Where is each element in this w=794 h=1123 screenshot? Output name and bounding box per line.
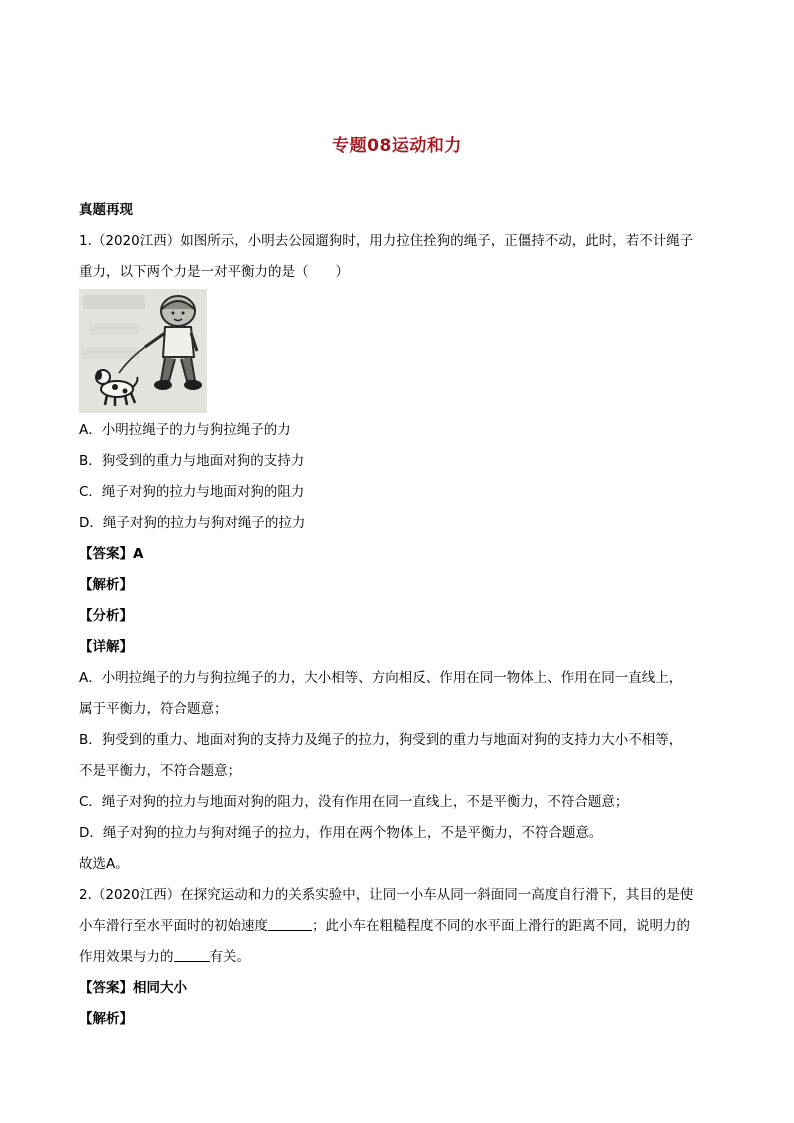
section-heading: 真题再现 — [79, 202, 133, 218]
answer-blank-1 — [268, 916, 312, 931]
answer-blank-2 — [174, 947, 210, 962]
q1-conclusion: 故选A。 — [79, 856, 129, 872]
q2-stem-line-2 — [79, 916, 711, 947]
boy-walking-dog-illustration — [79, 289, 207, 413]
q1-option-c: C．绳子对狗的拉力与地面对狗的阻力 — [79, 484, 305, 500]
q1-fenxi-heading: 【分析】 — [79, 608, 133, 624]
q2-line-2-after: ；此小车在粗糙程度不同的水平面上滑行的距离不同，说明力的 — [312, 918, 690, 934]
q2-line-2-before: 小车滑行至水平面时的初始速度 — [79, 918, 268, 934]
q1-detail-a-line-1: A．小明拉绳子的力与狗拉绳子的力，大小相等、方向相反、作用在同一物体上、作用在同一直线上， — [79, 670, 683, 686]
q2-line-3-after: 有关。 — [209, 949, 250, 965]
q2-stem-line-1: 2.（2020江西）在探究运动和力的关系实验中，让同一小车从同一斜面同一高度自行滑下，其目的是使 — [79, 887, 694, 903]
q2-stem-line-3 — [79, 947, 711, 978]
page-title: 专题08运动和力 — [332, 136, 462, 156]
q1-detail-c: C．绳子对狗的拉力与地面对狗的阻力，没有作用在同一直线上，不是平衡力，不符合题意； — [79, 794, 629, 810]
q1-stem-line-1: 1.（2020江西）如图所示，小明去公园遛狗时，用力拉住拴狗的绳子，正僵持不动，此时，若不计绳子 — [79, 233, 694, 249]
q1-option-a: A．小明拉绳子的力与狗拉绳子的力 — [79, 422, 291, 438]
q1-option-d: D．绳子对狗的拉力与狗对绳子的拉力 — [79, 515, 306, 531]
boy-walking-dog-figure — [79, 289, 207, 413]
q1-option-b: B．狗受到的重力与地面对狗的支持力 — [79, 453, 305, 469]
q1-analysis-heading: 【解析】 — [79, 577, 133, 593]
q2-answer: 【答案】相同大小 — [79, 980, 187, 996]
q1-detail-d: D．绳子对狗的拉力与狗对绳子的拉力，作用在两个物体上，不是平衡力，不符合题意。 — [79, 825, 603, 841]
q2-line-3-before: 作用效果与力的 — [79, 949, 174, 965]
q1-detail-b-line-1: B．狗受到的重力、地面对狗的支持力及绳子的拉力，狗受到的重力与地面对狗的支持力大小不相等， — [79, 732, 683, 748]
document-body — [79, 200, 711, 1040]
q1-detail-b-line-2: 不是平衡力，不符合题意； — [79, 763, 241, 779]
q2-analysis-heading: 【解析】 — [79, 1011, 133, 1027]
q1-stem-line-2: 重力，以下两个力是一对平衡力的是（ ） — [79, 264, 349, 280]
q1-answer: 【答案】A — [79, 546, 144, 562]
q1-detail-a-line-2: 属于平衡力，符合题意； — [79, 701, 228, 717]
q1-detail-heading: 【详解】 — [79, 639, 133, 655]
